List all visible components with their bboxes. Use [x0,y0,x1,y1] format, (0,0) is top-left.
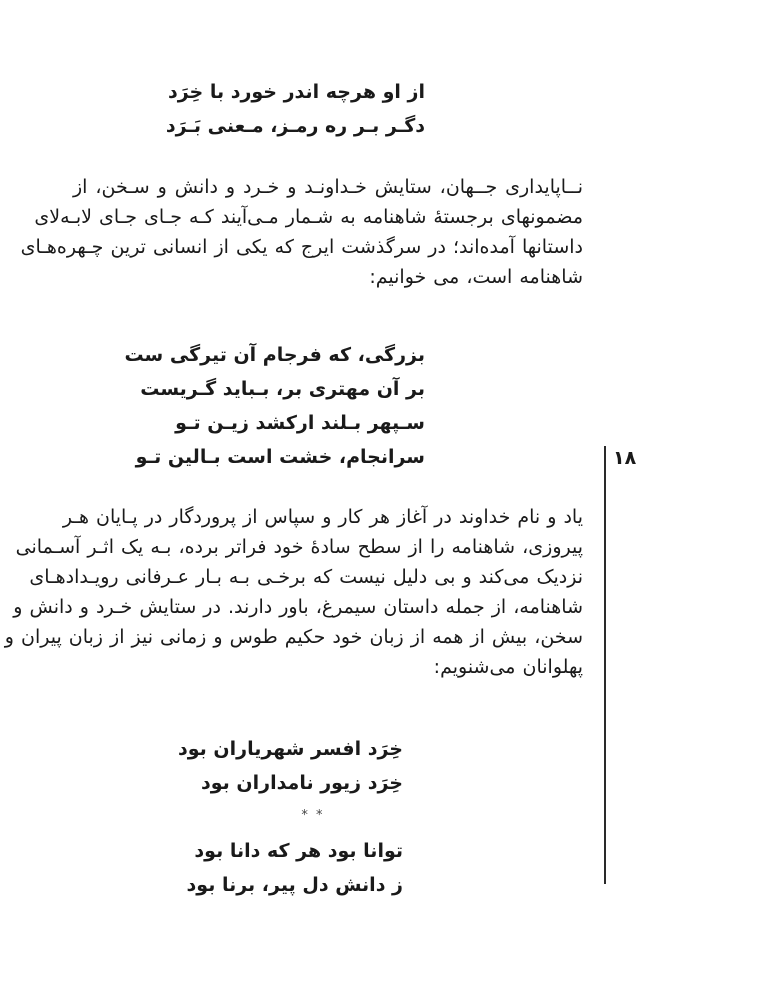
paragraph-line: شاهنامه، از جمله داستان سیمرغ، باور دارند. در ستایش خـرد و دانش و [13,596,583,618]
verse-couplet-3 [187,834,403,902]
verse-line: خِرَد زیور نامداران بود [200,772,403,794]
verse-quatrain [124,338,425,474]
paragraph-line: پیروزی، شاهنامه را از سطح سادهٔ خود فراتر برده، بـه یک اثـر آسـمانی [15,536,583,558]
paragraph-line: نــاپایداری جــهان، ستایش خـداونـد و خـرد و دانش و سـخن، از [73,176,583,198]
verse-line: ز دانش دل پیر، برنا بود [186,874,403,896]
verse-line: توانا بود هر که دانا بود [194,840,403,862]
paragraph-line: مضمونهای برجستهٔ شاهنامه به شـمار مـی‌آیند کـه جـای جـای لابـه‌لای [34,206,583,228]
page-number: ۱۸ [613,447,637,469]
verse-couplet-2 [178,732,403,800]
verse-line: از او هرچه اندر خورد با خِرَد [167,81,425,103]
verse-line: بزرگی، که فرجام آن تیرگی ست [124,344,425,366]
paragraph-line: نزدیک می‌کند و بی دلیل نیست که برخـی بـه بـار عـرفانی رویـدادهـای [29,566,583,588]
verse-line: بر آن مهتری بر، بـباید گـریست [140,378,425,400]
paragraph-line: شاهنامه است، می خوانیم: [369,266,583,288]
verse-line: دگـر بـر ره رمـز، مـعنی بَـرَد [165,115,425,137]
margin-divider-line [604,446,606,884]
paragraph-line: پهلوانان می‌شنویم: [433,656,583,678]
verse-line: سـپهر بـلند ارکشد زیـن تـو [175,412,425,434]
paragraph-1 [20,172,583,292]
paragraph-line: داستانها آمده‌اند؛ در سرگذشت ایرج که یکی از انسانی ترین چـهره‌هـای [20,236,583,258]
paragraph-line: یاد و نام خداوند در آغاز هر کار و سپاس از پروردگار در پـایان هـر [62,506,583,528]
verse-line: سرانجام، خشت است بـالین تـو [135,446,425,468]
verse-couplet-1 [166,75,425,143]
paragraph-2 [4,502,583,682]
verse-line: خِرَد افسر شهریاران بود [178,738,403,760]
verse-separator: * * [301,808,325,823]
paragraph-line: سخن، بیش از همه از زبان خود حکیم طوس و زمانی نیز از زبان پیران و [4,626,583,648]
